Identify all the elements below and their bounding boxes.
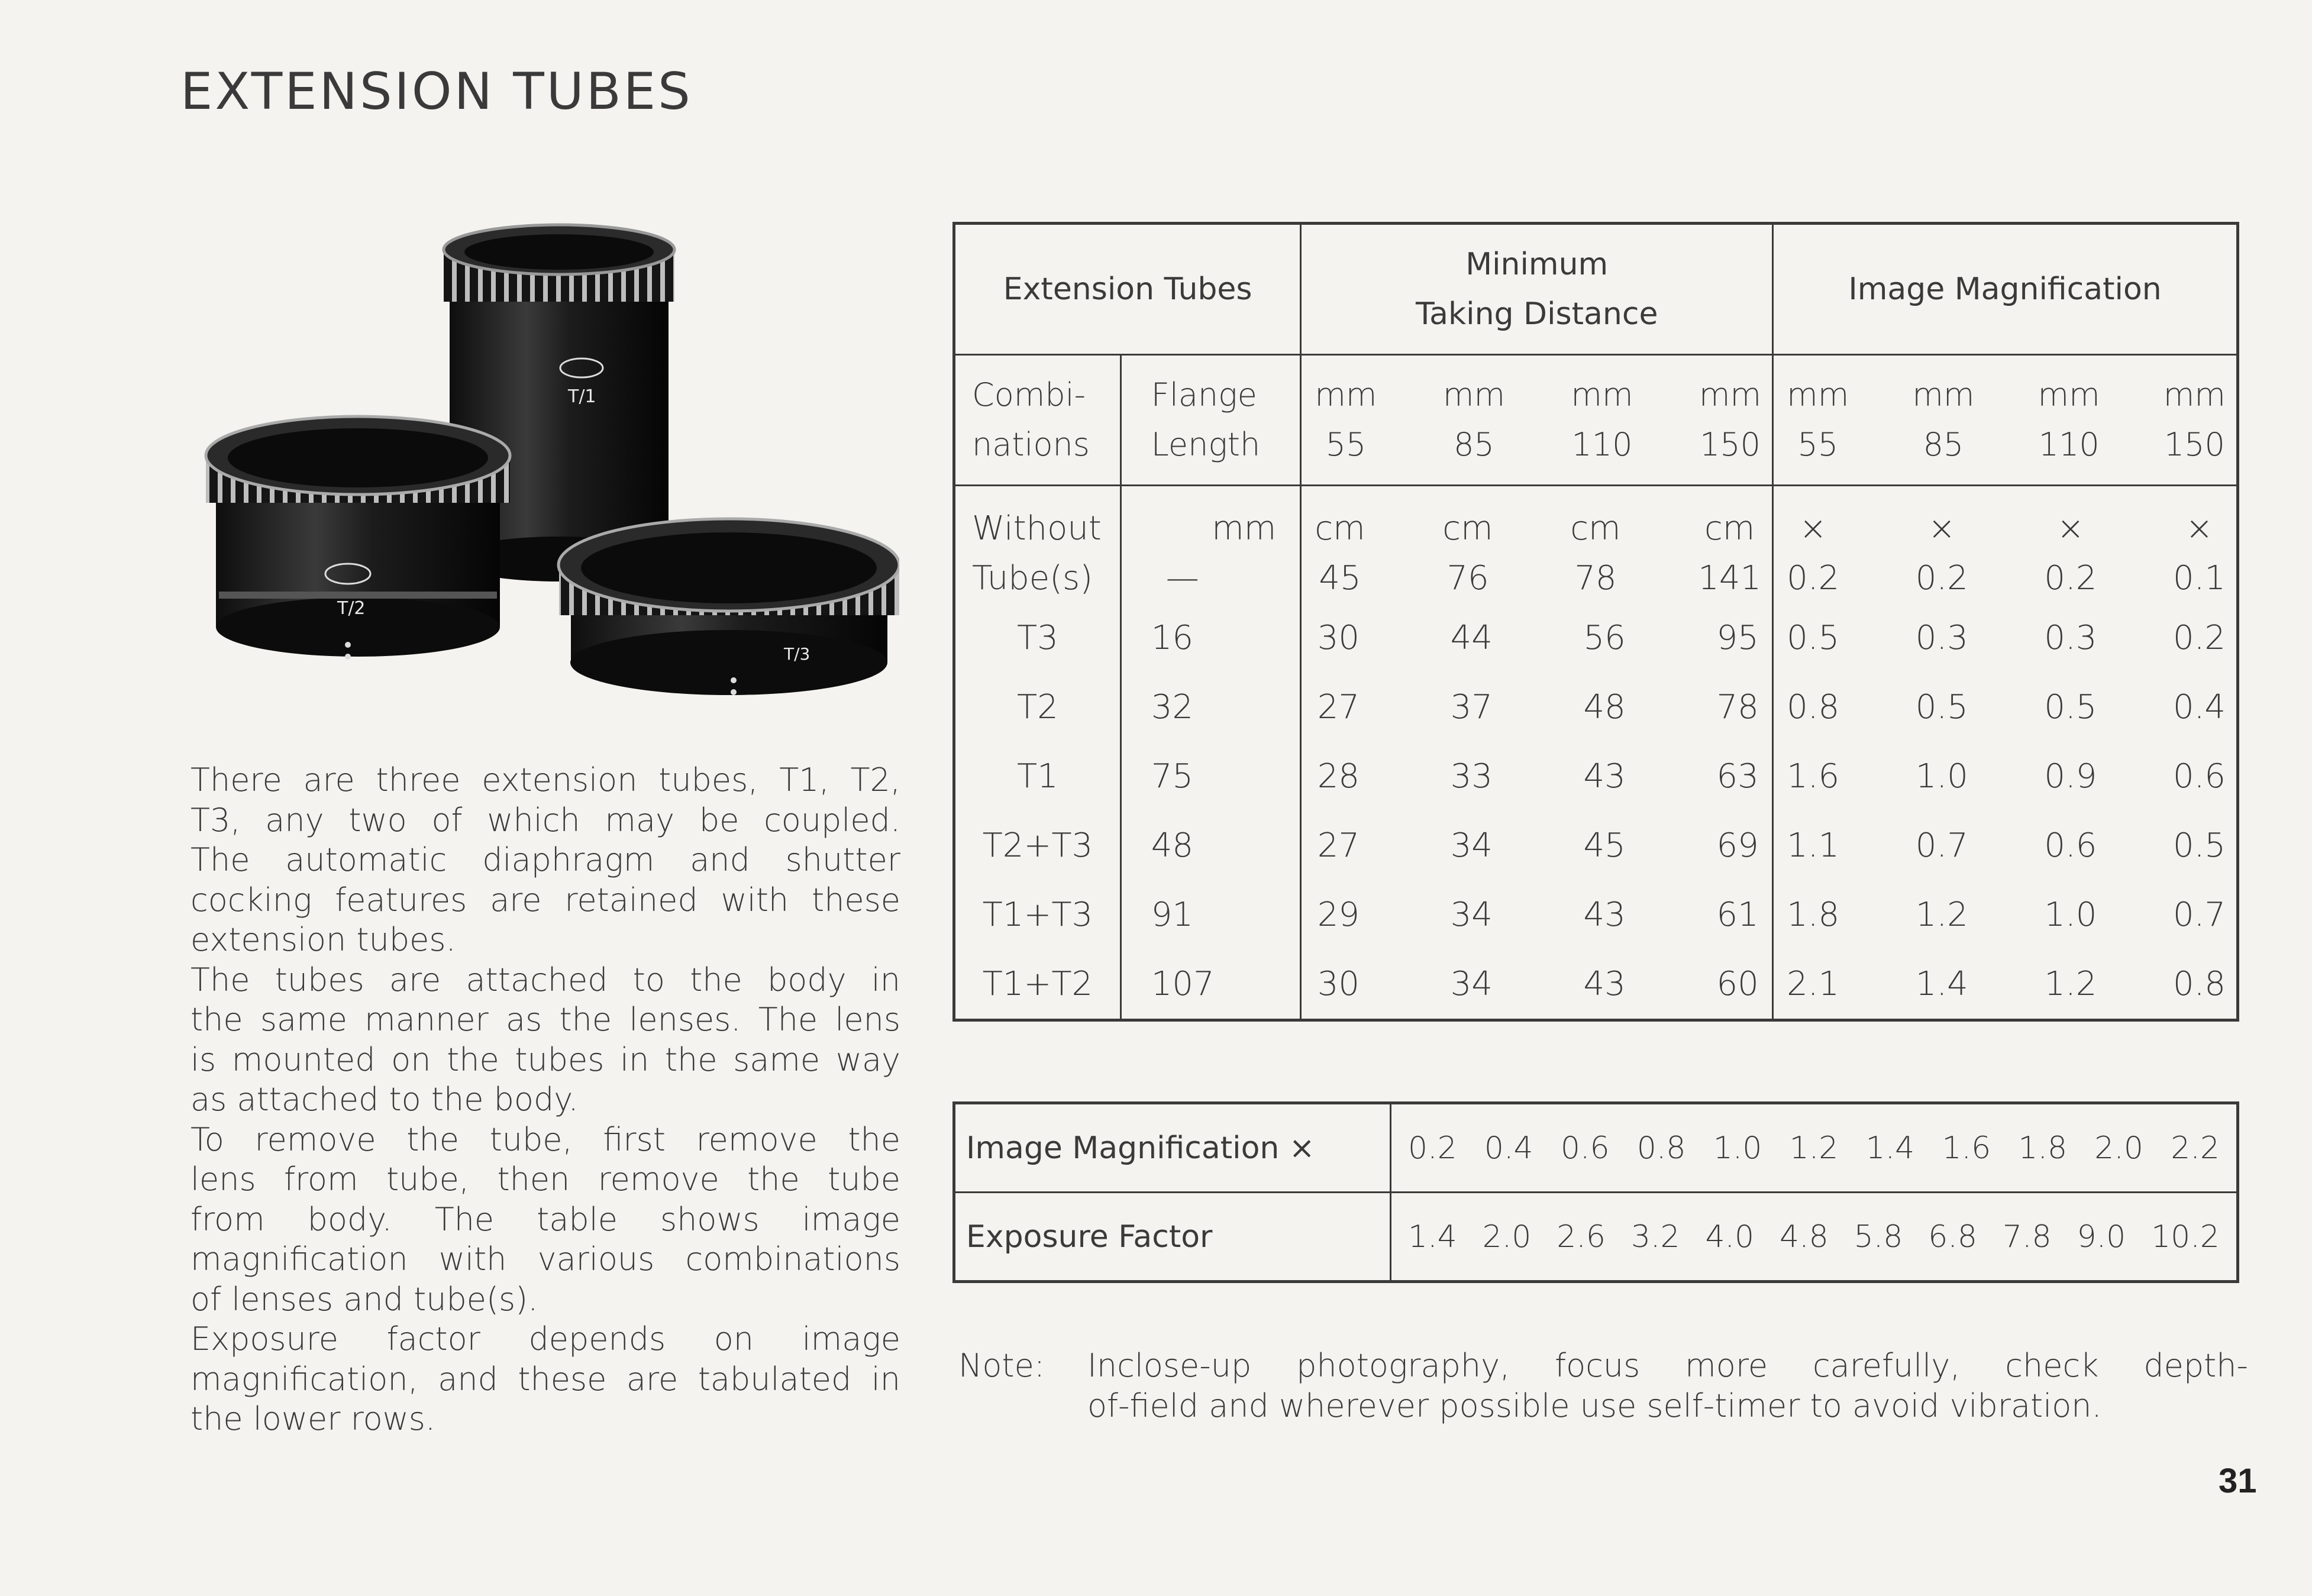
magnification-cell — [1773, 949, 2238, 1020]
lens-header: mm 55 — [1315, 376, 1377, 463]
body-line: is mounted on the tubes in the same way — [190, 1041, 900, 1078]
distance-cell — [1301, 949, 1773, 1020]
distance-cell — [1301, 811, 1773, 880]
exposure-factor-value: 5.8 — [1854, 1219, 1903, 1255]
note — [958, 1346, 2248, 1426]
exposure-factor-value: 3.2 — [1630, 1219, 1680, 1255]
body-line: magnification, and these are tabulated in — [190, 1360, 900, 1398]
distance-cell — [1301, 486, 1773, 604]
distance-value: 33 — [1450, 757, 1493, 796]
magnification-value: × 0.1 — [2172, 509, 2226, 597]
flange-cell: mm — — [1121, 486, 1301, 604]
flange-cell: 48 — [1121, 811, 1301, 880]
body-line: Exposure factor depends on image — [190, 1320, 900, 1358]
magnification-value: 0.8 — [1636, 1130, 1686, 1166]
extension-tubes-table — [952, 222, 2239, 1022]
distance-value: 30 — [1317, 965, 1360, 1003]
distance-value: 43 — [1583, 965, 1626, 1003]
subheader-distance-lenses — [1301, 355, 1773, 486]
magnification-value: 0.4 — [2172, 688, 2226, 726]
page-title: EXTENSION TUBES — [180, 62, 693, 121]
magnification-value: 1.2 — [1915, 896, 1968, 934]
flange-cell: 75 — [1121, 742, 1301, 811]
distance-value: 78 — [1716, 688, 1759, 726]
exposure-factor-value: 2.6 — [1557, 1219, 1606, 1255]
magnification-value: 0.5 — [2172, 826, 2226, 865]
body-line: There are three extension tubes, T1, T2, — [190, 761, 900, 799]
magnification-value: 1.6 — [1942, 1130, 1991, 1166]
distance-value: 43 — [1583, 757, 1626, 796]
magnification-value: 0.2 — [1408, 1130, 1457, 1166]
distance-value: 27 — [1317, 688, 1360, 726]
magnification-cell — [1773, 742, 2238, 811]
magnification-value: 1.8 — [2018, 1130, 2068, 1166]
flange-cell: 32 — [1121, 673, 1301, 742]
table-row — [954, 742, 2238, 811]
exposure-factor-value: 7.8 — [2002, 1219, 2052, 1255]
combination-cell: Without Tube(s) — [954, 486, 1121, 604]
magnification-cell — [1773, 486, 2238, 604]
distance-value: 30 — [1317, 619, 1360, 657]
magnification-value: 0.4 — [1484, 1130, 1533, 1166]
header-extension-tubes: Extension Tubes — [954, 224, 1301, 355]
distance-value: cm 76 — [1442, 509, 1493, 597]
magnification-cell — [1773, 673, 2238, 742]
distance-value: 95 — [1716, 619, 1759, 657]
table-row — [954, 811, 2238, 880]
magnification-value: 1.0 — [1915, 757, 1968, 796]
body-line: The tubes are attached to the body in — [190, 961, 900, 999]
combination-cell: T2+T3 — [954, 811, 1121, 880]
distance-value: 60 — [1716, 965, 1759, 1003]
page-number: 31 — [2219, 1462, 2257, 1500]
distance-value: cm 45 — [1315, 509, 1365, 597]
magnification-value: 0.8 — [2172, 965, 2226, 1003]
exposure-factor-value: 6.8 — [1928, 1219, 1977, 1255]
body-line: from body. The table shows image — [190, 1200, 900, 1238]
note-line: of-field and wherever possible use self-timer to avoid vibration. — [1087, 1387, 2102, 1424]
magnification-value: 1.1 — [1787, 826, 1840, 865]
subheader-magnification-lenses — [1773, 355, 2238, 486]
distance-value: 29 — [1317, 896, 1360, 934]
combination-cell: T3 — [954, 603, 1121, 673]
tube-t3 — [558, 519, 899, 695]
magnification-label: Image Magnification × — [954, 1103, 1391, 1193]
body-line: cocking features are retained with these — [190, 881, 900, 919]
magnification-cell — [1773, 603, 2238, 673]
distance-value: 48 — [1583, 688, 1626, 726]
magnification-value: 0.7 — [1915, 826, 1968, 865]
magnification-value: 1.8 — [1787, 896, 1840, 934]
table-row — [954, 673, 2238, 742]
magnification-value: 0.9 — [2044, 757, 2097, 796]
exposure-factor-values — [1391, 1193, 2238, 1282]
distance-value: 61 — [1716, 896, 1759, 934]
distance-cell — [1301, 603, 1773, 673]
magnification-value: 0.8 — [1787, 688, 1840, 726]
exposure-factor-table — [952, 1101, 2239, 1283]
lens-header: mm 110 — [1571, 376, 1633, 463]
flange-cell: 91 — [1121, 880, 1301, 949]
magnification-value: × 0.2 — [2044, 509, 2097, 597]
magnification-value: 0.6 — [2044, 826, 2097, 865]
magnification-value: × 0.2 — [1787, 509, 1840, 597]
lens-header: mm 55 — [1787, 376, 1849, 463]
combination-cell: T1+T3 — [954, 880, 1121, 949]
distance-cell — [1301, 880, 1773, 949]
magnification-value: 1.4 — [1865, 1130, 1915, 1166]
distance-value: 44 — [1450, 619, 1493, 657]
distance-value: 28 — [1317, 757, 1360, 796]
magnification-value: 0.6 — [1560, 1130, 1610, 1166]
body-line: the same manner as the lenses. The lens — [190, 1001, 900, 1038]
magnification-value: 0.7 — [2172, 896, 2226, 934]
magnification-value: 0.5 — [2044, 688, 2097, 726]
body-line: The automatic diaphragm and shutter — [190, 841, 900, 878]
magnification-value: 1.6 — [1787, 757, 1840, 796]
magnification-value: × 0.2 — [1915, 509, 1968, 597]
distance-value: 45 — [1583, 826, 1626, 865]
table-row — [954, 880, 2238, 949]
flange-cell: 107 — [1121, 949, 1301, 1020]
table-row — [954, 949, 2238, 1020]
magnification-value: 0.5 — [1787, 619, 1840, 657]
body-line: the lower rows. — [190, 1400, 436, 1437]
distance-value: cm 78 — [1570, 509, 1621, 597]
magnification-value: 0.3 — [2044, 619, 2097, 657]
flange-cell: 16 — [1121, 603, 1301, 673]
exposure-factor-value: 1.4 — [1408, 1219, 1457, 1255]
svg-text:T/2: T/2 — [337, 598, 366, 619]
distance-value: 63 — [1716, 757, 1759, 796]
magnification-value: 1.0 — [1713, 1130, 1762, 1166]
exposure-factor-label: Exposure Factor — [954, 1193, 1391, 1282]
lens-header: mm 150 — [2163, 376, 2226, 463]
exposure-factor-value: 4.0 — [1705, 1219, 1755, 1255]
body-line: magnification with various combinations — [190, 1240, 900, 1278]
magnification-value: 1.4 — [1915, 965, 1968, 1003]
distance-value: 34 — [1450, 965, 1493, 1003]
distance-value: 43 — [1583, 896, 1626, 934]
note-line: Inclose-up photography, focus more carefully, check depth- — [1087, 1347, 2248, 1384]
combination-cell: T1 — [954, 742, 1121, 811]
table-row — [954, 486, 2238, 604]
note-label: Note: — [958, 1347, 1045, 1384]
combination-cell: T1+T2 — [954, 949, 1121, 1020]
distance-value: 56 — [1583, 619, 1626, 657]
magnification-value: 1.2 — [2044, 965, 2097, 1003]
body-line: extension tubes. — [190, 921, 456, 958]
exposure-factor-value: 4.8 — [1780, 1219, 1829, 1255]
magnification-value: 1.0 — [2044, 896, 2097, 934]
distance-value: 34 — [1450, 826, 1493, 865]
exposure-factor-value: 10.2 — [2151, 1219, 2220, 1255]
magnification-value: 2.1 — [1787, 965, 1840, 1003]
combination-cell: T2 — [954, 673, 1121, 742]
lens-header: mm 85 — [1912, 376, 1975, 463]
distance-value: 34 — [1450, 896, 1493, 934]
header-min-distance: Minimum Taking Distance — [1301, 224, 1773, 355]
subheader-flange-length: Flange Length — [1121, 355, 1301, 486]
table-row — [954, 603, 2238, 673]
magnification-cell — [1773, 880, 2238, 949]
svg-text:T/3: T/3 — [784, 644, 811, 664]
magnification-value: 0.2 — [2172, 619, 2226, 657]
distance-value: 37 — [1450, 688, 1493, 726]
distance-cell — [1301, 673, 1773, 742]
magnification-value: 0.5 — [1915, 688, 1968, 726]
lens-header: mm 110 — [2037, 376, 2100, 463]
distance-value: cm 141 — [1698, 509, 1762, 597]
subheader-combinations: Combi- nations — [954, 355, 1121, 486]
body-text — [190, 760, 900, 1439]
magnification-value: 2.0 — [2094, 1130, 2143, 1166]
magnification-value: 2.2 — [2171, 1130, 2220, 1166]
tube-t2 — [206, 416, 510, 660]
header-image-magnification: Image Magnification — [1773, 224, 2238, 355]
lens-header: mm 150 — [1699, 376, 1762, 463]
exposure-factor-value: 2.0 — [1482, 1219, 1532, 1255]
extension-tubes-photo — [189, 219, 899, 704]
body-line: as attached to the body. — [190, 1081, 579, 1118]
body-line: T3, any two of which may be coupled. — [190, 801, 900, 839]
magnification-value: 1.2 — [1789, 1130, 1839, 1166]
distance-cell — [1301, 742, 1773, 811]
distance-value: 27 — [1317, 826, 1360, 865]
magnification-value: 0.3 — [1915, 619, 1968, 657]
lens-header: mm 85 — [1442, 376, 1506, 463]
magnification-value: 0.6 — [2172, 757, 2226, 796]
body-line: To remove the tube, first remove the — [190, 1120, 900, 1158]
magnification-cell — [1773, 811, 2238, 880]
exposure-factor-value: 9.0 — [2077, 1219, 2126, 1255]
body-line: of lenses and tube(s). — [190, 1280, 538, 1318]
distance-value: 69 — [1716, 826, 1759, 865]
magnification-values — [1391, 1103, 2238, 1193]
body-line: lens from tube, then remove the tube — [190, 1161, 900, 1198]
svg-text:T/1: T/1 — [568, 386, 596, 407]
